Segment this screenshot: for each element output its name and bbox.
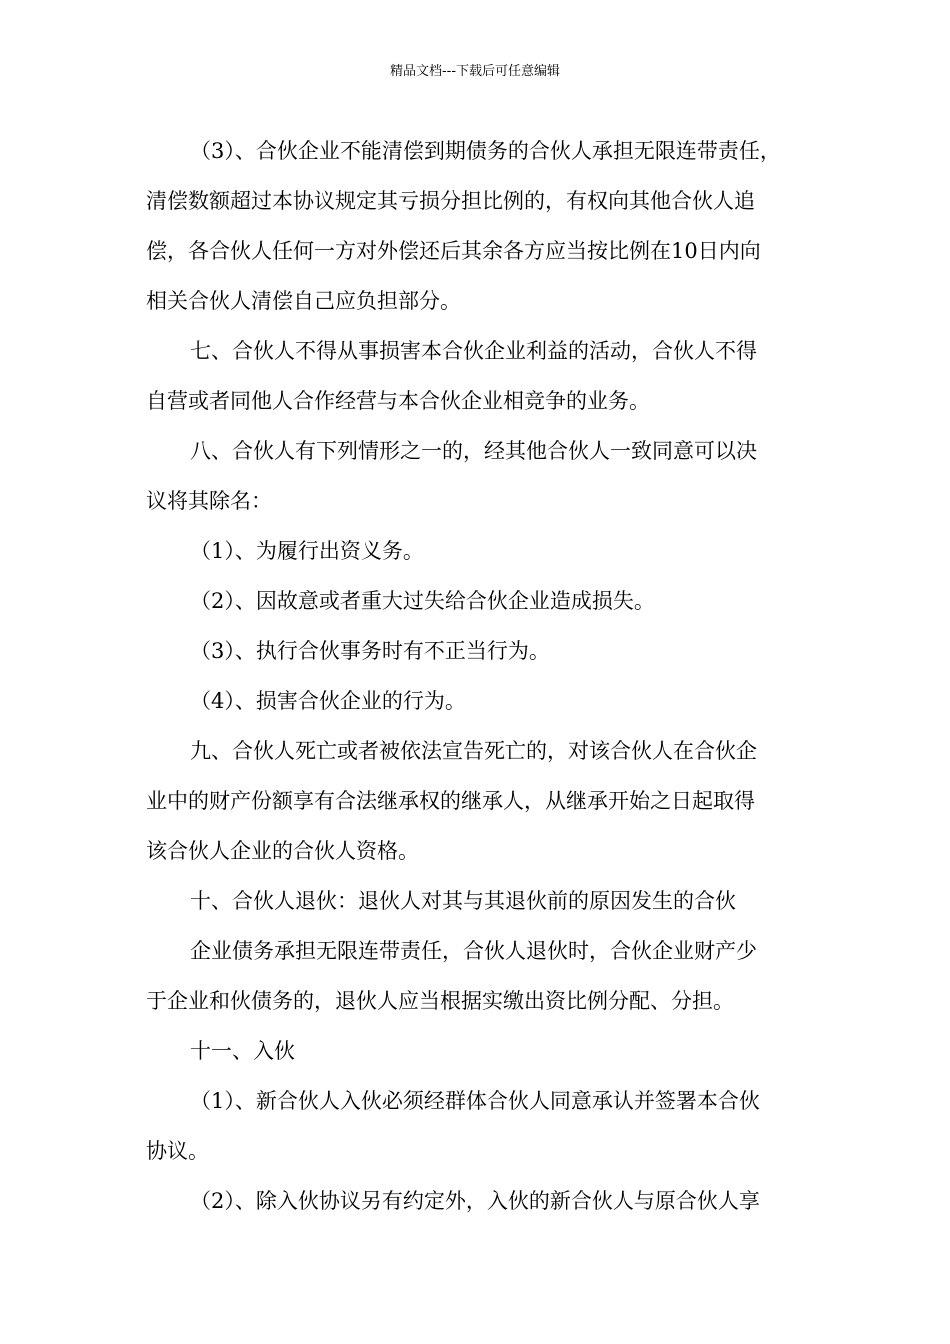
paragraph-line: （3）、合伙企业不能清偿到期债务的合伙人承担无限连带责任， bbox=[190, 139, 781, 163]
paragraph-line: 相关合伙人清偿自己应负担部分。 bbox=[146, 289, 461, 313]
paragraph-line: 企业债务承担无限连带责任，合伙人退伙时，合伙企业财产少 bbox=[190, 939, 757, 963]
list-item: （2）、除入伙协议另有约定外，入伙的新合伙人与原合伙人享 bbox=[190, 1189, 760, 1213]
paragraph-line: 议将其除名： bbox=[146, 489, 272, 513]
paragraph-line: 清偿数额超过本协议规定其亏损分担比例的，有权向其他合伙人追 bbox=[146, 189, 755, 213]
paragraph-line: 九、合伙人死亡或者被依法宣告死亡的，对该合伙人在合伙企 bbox=[190, 739, 757, 763]
section-heading: 十一、入伙 bbox=[190, 1039, 295, 1063]
paragraph-line: 业中的财产份额享有合法继承权的继承人，从继承开始之日起取得 bbox=[146, 789, 755, 813]
list-item: （3）、执行合伙事务时有不正当行为。 bbox=[190, 639, 550, 663]
paragraph-line: 十、合伙人退伙：退伙人对其与其退伙前的原因发生的合伙 bbox=[190, 889, 736, 913]
page-header: 精品文档---下载后可任意编辑 bbox=[389, 64, 561, 79]
paragraph-line: 该合伙人企业的合伙人资格。 bbox=[146, 839, 419, 863]
paragraph-line: 七、合伙人不得从事损害本合伙企业利益的活动，合伙人不得 bbox=[190, 339, 757, 363]
list-item: （1）、新合伙人入伙必须经群体合伙人同意承认并签署本合伙 bbox=[190, 1089, 760, 1113]
paragraph-line: 八、合伙人有下列情形之一的，经其他合伙人一致同意可以决 bbox=[190, 439, 757, 463]
paragraph-line: 于企业和伙债务的，退伙人应当根据实缴出资比例分配、分担。 bbox=[146, 989, 734, 1013]
paragraph-line: 自营或者同他人合作经营与本合伙企业相竞争的业务。 bbox=[146, 389, 650, 413]
list-item: （1）、为履行出资义务。 bbox=[190, 539, 424, 563]
list-item: （4）、损害合伙企业的行为。 bbox=[190, 689, 466, 713]
list-item: （2）、因故意或者重大过失给合伙企业造成损失。 bbox=[190, 589, 655, 613]
paragraph-line: 偿，各合伙人任何一方对外偿还后其余各方应当按比例在10日内向 bbox=[146, 239, 761, 263]
paragraph-line: 协议。 bbox=[146, 1139, 209, 1163]
